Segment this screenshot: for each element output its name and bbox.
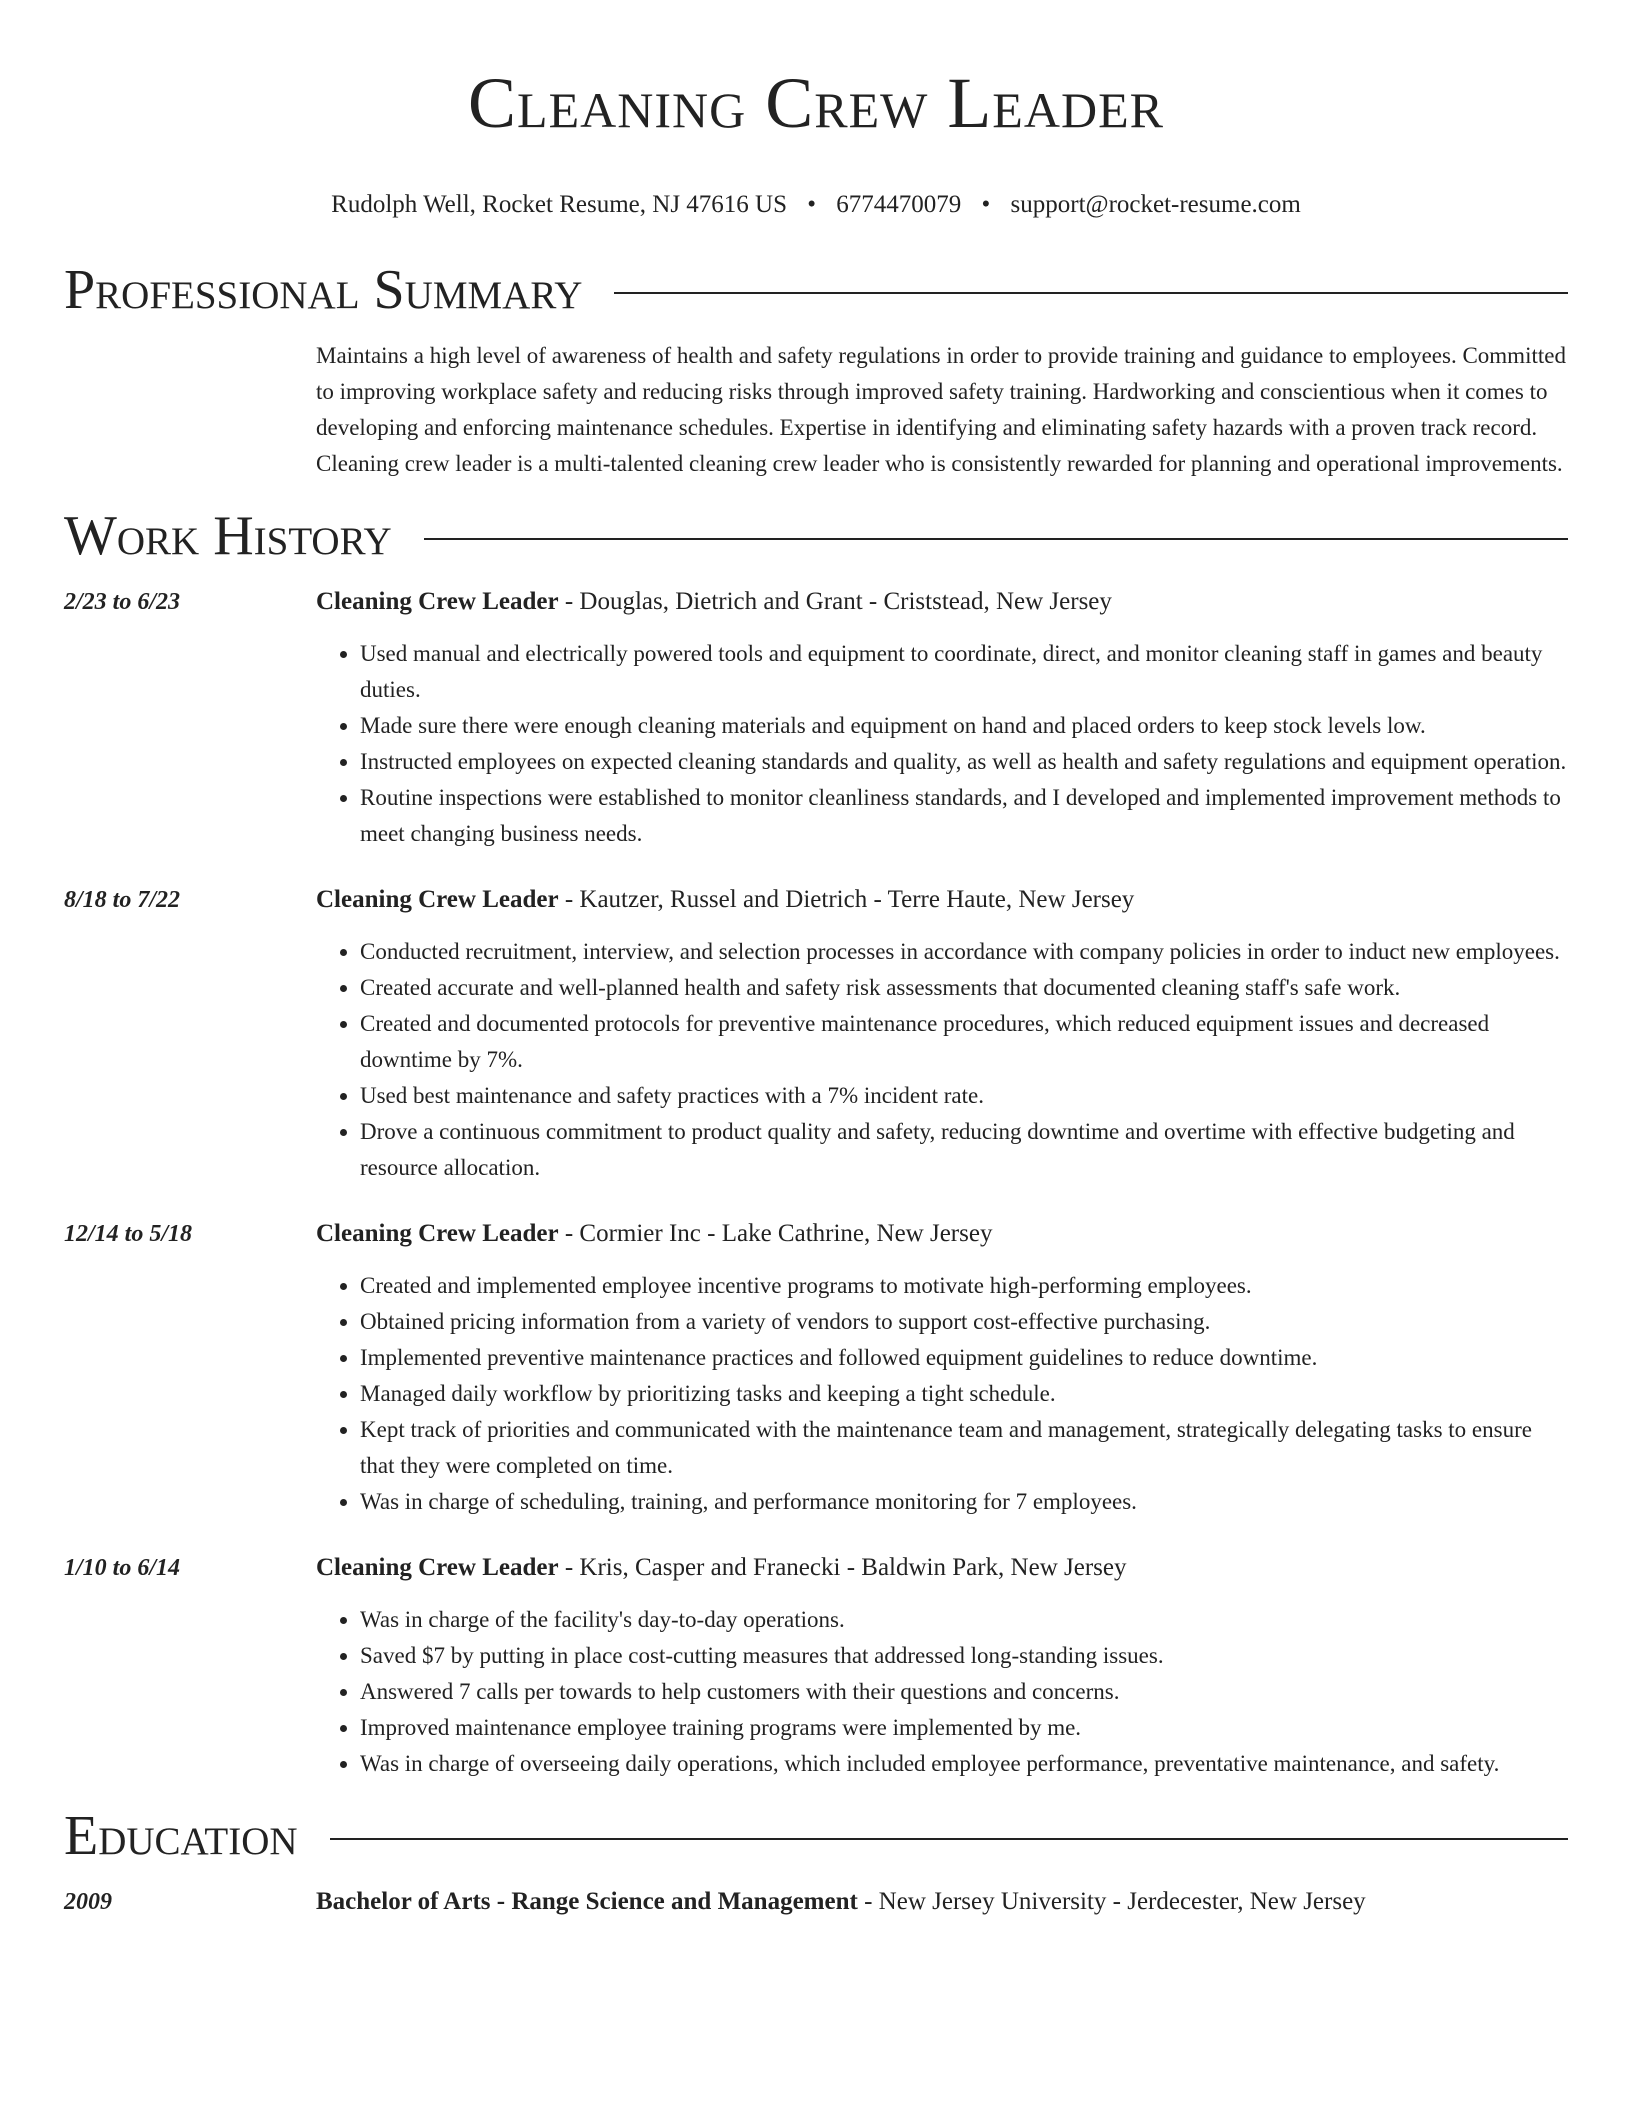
job-employer-location: - Kautzer, Russel and Dietrich - Terre Haute, New Jersey [558, 886, 1135, 913]
job-title: Cleaning Crew Leader [316, 1554, 559, 1581]
job-bullet: • Created and implemented employee incentive programs to motivate high-performing employees. [360, 1268, 1568, 1304]
job-bullet: • Drove a continuous commitment to product quality and safety, reducing downtime and overtime with effective budgeting and resource allocation. [360, 1114, 1568, 1186]
summary-text: Maintains a high level of awareness of health and safety regulations in order to provide training and guidance to employees. Committed to improving workplace safety and reducing risks through improved safety training. Hardworking and conscientious when it comes to developing and enforcing maintenance schedules. Expertise in identifying and eliminating safety hazards with a proven track record. Cleaning crew leader is a multi-talented cleaning crew leader who is consistently rewarded for planning and operational improvements. [316, 343, 1566, 476]
contact-separator: • [981, 191, 991, 218]
page-title: Cleaning Crew Leader [468, 63, 1164, 143]
job-bullet: • Managed daily workflow by prioritizing tasks and keeping a tight schedule. [360, 1376, 1568, 1412]
education-heading [316, 1886, 1568, 1918]
contact-email: support@rocket-resume.com [1010, 191, 1301, 218]
job-dates: 8/18 to 7/22 [64, 887, 181, 913]
job-body [316, 1218, 1568, 1520]
job-bullet: • Was in charge of scheduling, training, and performance monitoring for 7 employees. [360, 1484, 1568, 1520]
job-heading [316, 586, 1568, 618]
contact-separator: • [807, 191, 817, 218]
job-bullet: • Instructed employees on expected cleaning standards and quality, as well as health and safety regulations and equipment operation. [360, 744, 1568, 780]
job-dates: 12/14 to 5/18 [64, 1221, 193, 1247]
job-bullet: • Used best maintenance and safety practices with a 7% incident rate. [360, 1078, 1568, 1114]
job-heading [316, 884, 1568, 916]
job-bullet: • Used manual and electrically powered tools and equipment to coordinate, direct, and monitor cleaning staff in games and beauty duties. [360, 636, 1568, 708]
contact-line [64, 190, 1568, 220]
section-divider [424, 538, 1568, 540]
job-bullet: • Improved maintenance employee training programs were implemented by me. [360, 1710, 1568, 1746]
education-school-location: - New Jersey University - Jerdecester, New Jersey [857, 1888, 1366, 1915]
job-entry [64, 1552, 1568, 1782]
job-title: Cleaning Crew Leader [316, 588, 559, 615]
work-history-list [64, 586, 1568, 1782]
job-bullet: • Kept track of priorities and communicated with the maintenance team and management, strategically delegating tasks to ensure that they were completed on time. [360, 1412, 1568, 1484]
job-entry [64, 884, 1568, 1186]
job-bullet: • Obtained pricing information from a variety of vendors to support cost-effective purchasing. [360, 1304, 1568, 1340]
job-bullet: • Was in charge of overseeing daily operations, which included employee performance, preventative maintenance, and safety. [360, 1746, 1568, 1782]
contact-phone: 6774470079 [836, 191, 962, 218]
education-entry [64, 1886, 1568, 1918]
job-dates: 2/23 to 6/23 [64, 589, 181, 615]
job-bullet: • Routine inspections were established to monitor cleanliness standards, and I developed and implemented improvement methods to meet changing business needs. [360, 780, 1568, 852]
education-year: 2009 [64, 1889, 112, 1915]
job-employer-location: - Douglas, Dietrich and Grant - Criststead, New Jersey [558, 588, 1112, 615]
resume-page [64, 0, 1568, 1918]
section-heading-work: Work History [64, 505, 392, 567]
job-entry [64, 1218, 1568, 1520]
job-body [316, 1552, 1568, 1782]
education-degree: Bachelor of Arts - Range Science and Management [316, 1888, 858, 1915]
job-employer-location: - Kris, Casper and Franecki - Baldwin Park, New Jersey [558, 1554, 1127, 1581]
job-bullets [316, 1602, 1568, 1782]
contact-address: Rudolph Well, Rocket Resume, NJ 47616 US [331, 191, 788, 218]
section-heading-summary: Professional Summary [64, 259, 583, 321]
job-bullet: • Conducted recruitment, interview, and selection processes in accordance with company policies in order to induct new employees. [360, 934, 1568, 970]
summary-section-header [64, 258, 1568, 322]
job-heading [316, 1552, 1568, 1584]
job-bullet: • Created accurate and well-planned health and safety risk assessments that documented cleaning staff's safe work. [360, 970, 1568, 1006]
job-bullets [316, 636, 1568, 852]
job-employer-location: - Cormier Inc - Lake Cathrine, New Jersey [558, 1220, 993, 1247]
job-bullet: • Implemented preventive maintenance practices and followed equipment guidelines to reduce downtime. [360, 1340, 1568, 1376]
job-bullet: • Created and documented protocols for preventive maintenance procedures, which reduced equipment issues and decreased downtime by 7%. [360, 1006, 1568, 1078]
section-heading-education: Education [64, 1805, 298, 1867]
education-section-header [64, 1804, 1568, 1868]
education-list [64, 1886, 1568, 1918]
job-bullets [316, 934, 1568, 1186]
job-entry [64, 586, 1568, 852]
job-bullet: • Made sure there were enough cleaning materials and equipment on hand and placed orders to keep stock levels low. [360, 708, 1568, 744]
job-bullets [316, 1268, 1568, 1520]
job-bullet: • Was in charge of the facility's day-to-day operations. [360, 1602, 1568, 1638]
section-divider [614, 292, 1568, 294]
work-section-header [64, 504, 1568, 568]
job-bullet: • Answered 7 calls per towards to help customers with their questions and concerns. [360, 1674, 1568, 1710]
job-title: Cleaning Crew Leader [316, 1220, 559, 1247]
job-body [316, 884, 1568, 1186]
job-title: Cleaning Crew Leader [316, 886, 559, 913]
job-body [316, 586, 1568, 852]
job-bullet: • Saved $7 by putting in place cost-cutting measures that addressed long-standing issues. [360, 1638, 1568, 1674]
section-divider [330, 1838, 1568, 1840]
job-dates: 1/10 to 6/14 [64, 1555, 181, 1581]
job-heading [316, 1218, 1568, 1250]
